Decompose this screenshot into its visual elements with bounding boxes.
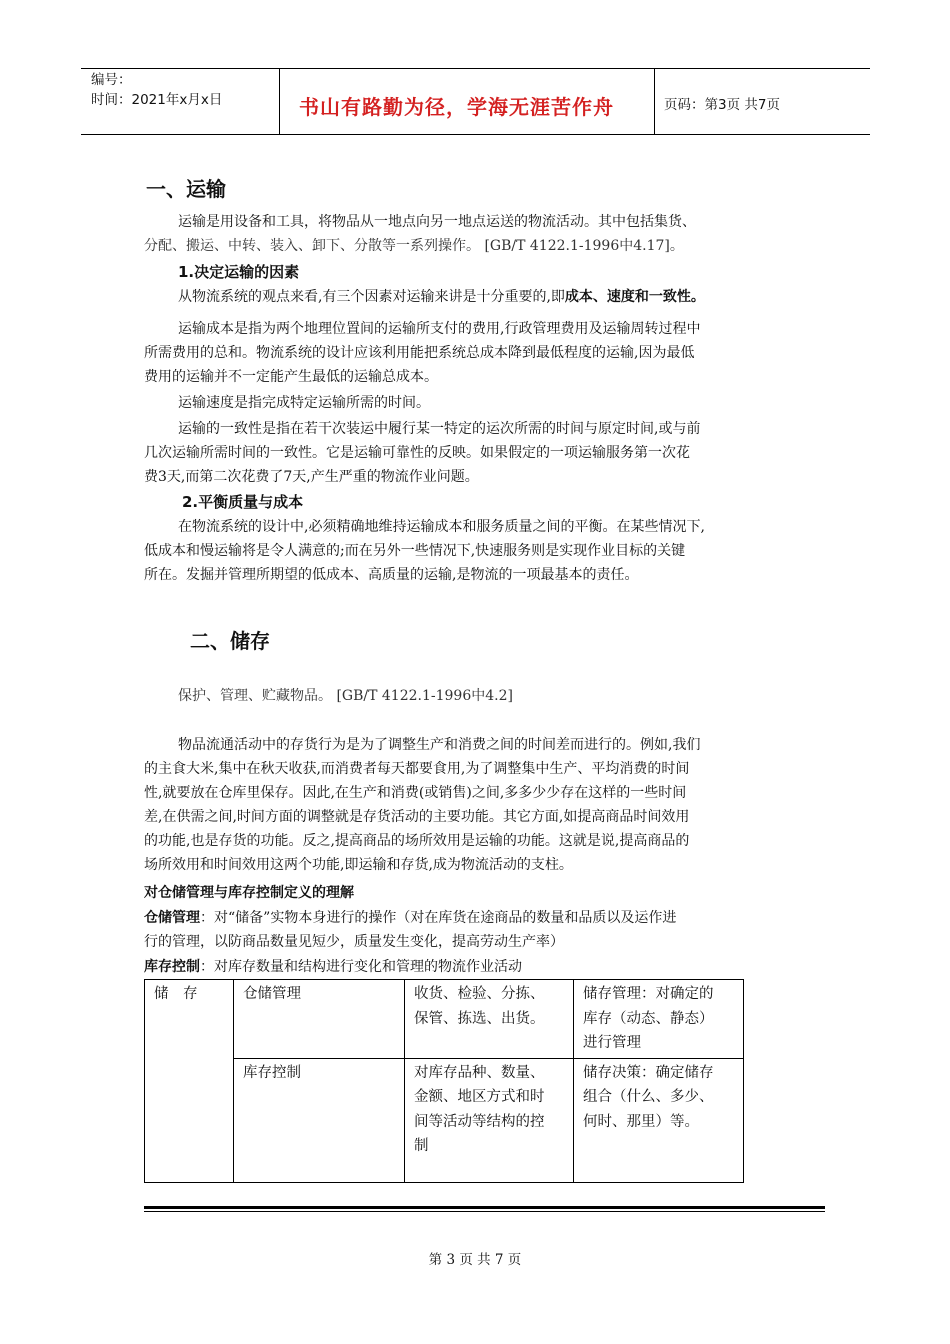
- s1-bal-line-2: 低成本和慢运输将是令人满意的;而在另外一些情况下,快速服务则是实现作业目标的关键: [144, 543, 686, 559]
- cell-line: 对库存品种、数量、: [414, 1064, 545, 1081]
- s1-cost-line-1: 运输成本是指为两个地理位置间的运输所支付的费用,行政管理费用及运输周转过程中: [178, 321, 701, 337]
- storage-table: [144, 979, 744, 1183]
- table-row: [145, 1058, 744, 1182]
- cell-line: 库存（动态、静态）: [583, 1010, 714, 1027]
- table-label-cell: 储 存: [145, 980, 234, 1183]
- cell-line: 进行管理: [583, 1035, 641, 1051]
- header-motto: 书山有路勤为径，学海无涯苦作舟: [299, 95, 614, 119]
- header-number-label: 编号：: [91, 72, 132, 88]
- s1-cost-line-3: 费用的运输并不一定能产生最低的运输总成本。: [144, 369, 438, 385]
- section-2-title: 二、储存: [190, 629, 270, 653]
- section-1-title: 一、运输: [146, 177, 226, 201]
- header-bottom-rule: [81, 134, 870, 135]
- table-cell-ops: [405, 980, 574, 1059]
- cell-line: 何时、那里）等。: [583, 1113, 699, 1130]
- table-cell-desc: [574, 1058, 744, 1182]
- header-divider-right: [654, 68, 655, 135]
- cell-line: 金额、地区方式和时: [414, 1089, 545, 1105]
- cell-line: 间等活动等结构的控: [414, 1113, 545, 1130]
- s2-understand-title: 对仓储管理与库存控制定义的理解: [144, 885, 354, 901]
- footer-rule-thin: [144, 1211, 825, 1212]
- cell-line: 组合（什么、多少、: [583, 1089, 714, 1105]
- s2-wm-line-1: [144, 907, 676, 930]
- s1-sub1-para: [178, 286, 705, 309]
- s1-cost-line-2: 所需费用的总和。物流系统的设计应该利用能把系统总成本降到最低程度的运输,因为最低: [144, 345, 695, 361]
- table-row: [145, 980, 744, 1059]
- s2-wm-label: 仓储管理: [144, 910, 200, 926]
- s2-body-line-6: 场所效用和时间效用这两个功能,即运输和存货,成为物流活动的支柱。: [144, 857, 573, 873]
- s2-body-line-5: 的功能,也是存货的功能。反之,提高商品的场所效用是运输的功能。这就是说,提高商品的: [144, 833, 690, 849]
- header-top-rule: [81, 68, 870, 69]
- s1-sub1-text: 从物流系统的观点来看,有三个因素对运输来讲是十分重要的,即: [178, 289, 565, 305]
- table-cell-name: 库存控制: [234, 1058, 405, 1182]
- s1-cons-line-2: 几次运输所需时间的一致性。它是运输可靠性的反映。如果假定的一项运输服务第一次花: [144, 445, 690, 461]
- table-cell-desc: [574, 980, 744, 1059]
- cell-line: 保管、拣选、出货。: [414, 1010, 545, 1027]
- header-date: 时间：2021年x月x日: [91, 92, 223, 108]
- s2-ic-text: ：对库存数量和结构进行变化和管理的物流作业活动: [200, 959, 522, 975]
- s1-intro-line-2: 分配、搬运、中转、装入、卸下、分散等一系列操作。 [GB/T 4122.1-1996中4.17]。: [144, 238, 684, 254]
- table-cell-name: 仓储管理: [234, 980, 405, 1059]
- s2-body-line-4: 差,在供需之间,时间方面的调整就是存货活动的主要功能。其它方面,如提高商品时间效用: [144, 809, 690, 825]
- s2-body-line-1: 物品流通活动中的存货行为是为了调整生产和消费之间的时间差而进行的。例如,我们: [178, 737, 701, 753]
- s2-wm-text: ：对“储备”实物本身进行的操作（对在库货在途商品的数量和品质以及运作进: [200, 910, 677, 926]
- s1-cons-line-1: 运输的一致性是指在若干次装运中履行某一特定的运次所需的时间与原定时间,或与前: [178, 421, 701, 437]
- s1-sub1-bold: 成本、速度和一致性。: [564, 289, 705, 305]
- cell-line: 制: [414, 1138, 429, 1154]
- s2-body-line-2: 的主食大米,集中在秋天收获,而消费者每天都要食用,为了调整集中生产、平均消费的时间: [144, 761, 690, 777]
- s1-intro-line-1: 运输是用设备和工具，将物品从一地点向另一地点运送的物流活动。其中包括集货、: [178, 214, 696, 230]
- header-page-info: 页码：第3页 共7页: [664, 97, 780, 113]
- cell-line: 收货、检验、分拣、: [414, 986, 545, 1002]
- footer-rule-thick: [144, 1206, 825, 1209]
- s1-sub1-title: 1.决定运输的因素: [178, 263, 300, 281]
- s2-ic-label: 库存控制: [144, 959, 200, 975]
- s2-ic-line: [144, 956, 522, 979]
- s2-body-line-3: 性,就要放在仓库里保存。因此,在生产和消费(或销售)之间,多多少少存在这样的一些时间: [144, 785, 687, 801]
- footer-page-number: 第 3 页 共 7 页: [428, 1252, 522, 1268]
- s1-cons-line-3: 费3天,而第二次花费了7天,产生严重的物流作业问题。: [144, 469, 479, 485]
- s1-sub2-title: 2.平衡质量与成本: [182, 493, 304, 511]
- s1-bal-line-1: 在物流系统的设计中,必须精确地维持运输成本和服务质量之间的平衡。在某些情况下,: [178, 519, 705, 535]
- table-cell-ops: [405, 1058, 574, 1182]
- cell-line: 储存管理：对确定的: [583, 986, 714, 1002]
- s2-wm-line-2: 行的管理，以防商品数量见短少，质量发生变化，提高劳动生产率）: [144, 934, 564, 950]
- header-divider-left: [279, 68, 280, 135]
- s2-definition: 保护、管理、贮藏物品。 [GB/T 4122.1-1996中4.2]: [178, 688, 513, 704]
- cell-line: 储存决策：确定储存: [583, 1064, 714, 1081]
- s1-bal-line-3: 所在。发掘并管理所期望的低成本、高质量的运输,是物流的一项最基本的责任。: [144, 567, 639, 583]
- s1-speed-line: 运输速度是指完成特定运输所需的时间。: [178, 395, 430, 411]
